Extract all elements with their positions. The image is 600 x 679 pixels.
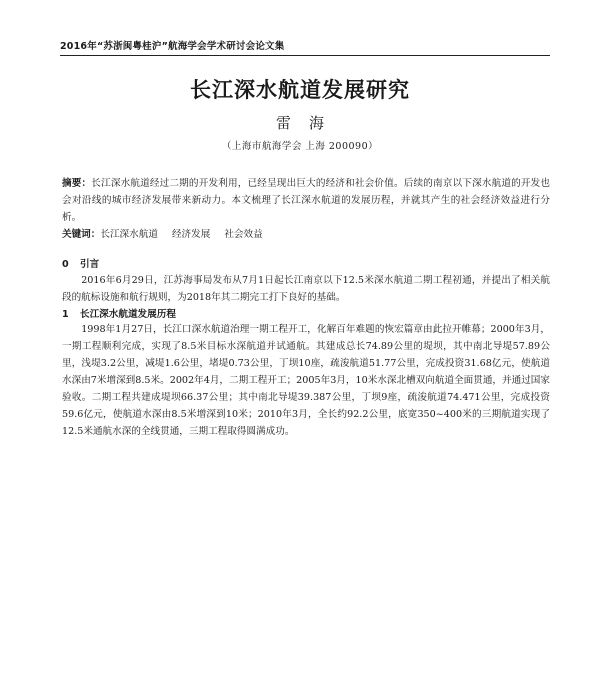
header-rule [60,55,550,56]
section-title: 引言 [80,259,100,270]
section-title: 长江深水航道发展历程 [80,309,176,320]
abstract-text: 长江深水航道经过二期的开发利用，已经呈现出巨大的经济和社会价值。后续的南京以下深水航道的开发也会对沿线的城市经济发展带来新动力。本文梳理了长江深水航道的发展历程，并就其产生的社会经济效益进行分析。 [62,178,551,223]
author-affiliation: （上海市航海学会 上海 200090） [221,141,379,152]
paragraph: 1998年1月27日，长江口深水航道治理一期工程开工，化解百年难题的恢宏篇章由此拉开帷幕；2000年3月，一期工程顺利完成，实现了8.5米目标水深航道并试通航。其建成总长74.89公里的堤坝，其中南北导堤57.89公里，浅堤3.2公里，减堤1.6公里，堵堤0.73公里，丁坝10座，疏浚航道51.77公里，完成投资31.68亿元，使航道水深由7米增深到8.5米。2002年4月，二期工程开工；2005年3月，10米水深北槽双向航道全面贯通，并通过国家验收。二期工程共建成堤坝66.37公里；其中南北导堤39.387公里，丁坝9座，疏浚航道74.471公里，完成投资59.6亿元，使航道水深由8.5米增深到10米；2010年3月，全长约92.2公里，底宽350~400米的三期航道实现了12.5米通航水深的全线贯通，三期工程取得圆满成功。 [62,324,550,437]
section-body-introduction [62,272,550,306]
abstract-label: 摘要： [62,178,92,189]
keyword: 社会效益 [224,229,263,240]
section-number: 0 [62,259,69,270]
section-number: 1 [62,309,69,320]
paragraph: 2016年6月29日，江苏海事局发布从7月1日起长江南京以下12.5米深水航道二期工程初通，并提出了相关航段的航标设施和航行规则，为2018年其二期完工打下良好的基础。 [62,275,550,303]
keyword: 经济发展 [171,229,211,240]
section-heading-introduction [62,256,550,273]
keywords-label: 关键词： [62,229,101,240]
running-header: 2016年“苏浙闽粤桂沪”航海学会学术研讨会论文集 [60,41,285,52]
abstract [62,175,550,226]
keyword: 长江深水航道 [100,229,158,240]
keywords [62,226,550,243]
author-name: 雷海 [275,114,342,132]
section-body-history [62,321,550,440]
paper-title: 长江深水航道发展研究 [190,78,410,102]
